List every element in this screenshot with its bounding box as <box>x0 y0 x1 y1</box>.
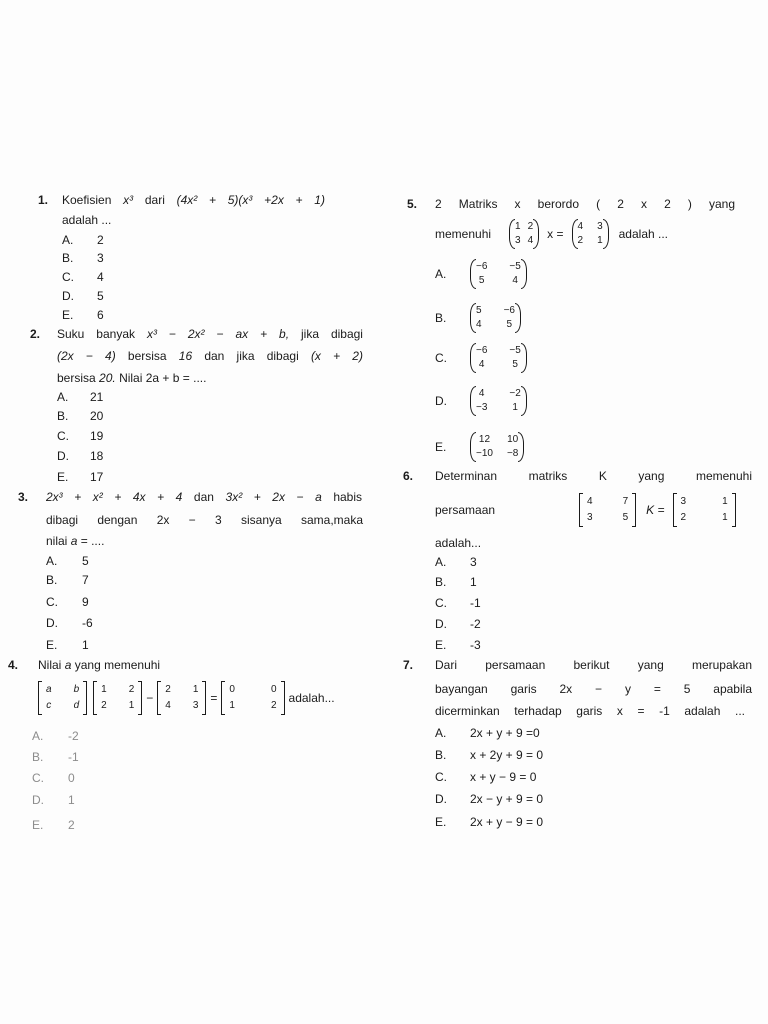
option-letter: C. <box>62 270 74 284</box>
stem-text: habis <box>333 490 363 504</box>
option-letter: A. <box>435 267 447 281</box>
option-value: 4 <box>97 270 104 284</box>
option-value: -2 <box>68 729 79 743</box>
option-value: 9 <box>82 595 89 609</box>
answer-option <box>435 791 543 807</box>
matrix <box>470 343 527 373</box>
question-stem-line: bayangan garis 2x − y = 5 apabila <box>435 682 752 696</box>
answer-option <box>435 637 481 653</box>
question-stem-line: dibagi dengan 2x − 3 sisanya sama,maka <box>46 513 363 527</box>
option-value: 3 <box>470 555 477 569</box>
answer-option <box>46 553 89 569</box>
question-number: 3. <box>18 490 29 504</box>
stem-text: adalah... <box>288 691 335 705</box>
answer-option <box>435 432 524 462</box>
matrix-cell: 5 <box>512 359 518 370</box>
matrix <box>509 219 539 249</box>
matrix-cell: 4 <box>165 700 171 711</box>
stem-math: x³ − 2x² − ax + b, <box>146 327 290 341</box>
matrix-cell: 2 <box>270 700 277 711</box>
matrix-cell: c <box>46 700 52 711</box>
option-letter: A. <box>57 390 69 404</box>
stem-text: persamaan <box>435 503 496 517</box>
option-value: 1 <box>470 575 477 589</box>
question-number: 2. <box>30 327 41 341</box>
option-letter: D. <box>32 793 44 807</box>
answer-option <box>32 770 75 786</box>
minus-operator: − <box>146 691 154 705</box>
option-letter: C. <box>435 596 447 610</box>
answer-option <box>435 595 481 611</box>
answer-option <box>435 303 521 333</box>
matrix-equation <box>435 493 736 527</box>
option-value: 2 <box>68 818 75 832</box>
option-letter: A. <box>32 729 44 743</box>
option-letter: E. <box>57 470 69 484</box>
option-value: -2 <box>470 617 481 631</box>
option-value: 2x − y + 9 = 0 <box>470 792 544 806</box>
option-letter: B. <box>57 409 69 423</box>
answer-option <box>435 769 536 785</box>
answer-option <box>46 637 89 653</box>
matrix <box>579 493 636 527</box>
matrix-cell: a <box>46 684 52 695</box>
matrix <box>572 219 609 249</box>
option-letter: C. <box>435 351 447 365</box>
stem-math: (2x − 4) <box>57 349 116 363</box>
matrix-cell: 4 <box>587 496 593 507</box>
option-letter: C. <box>57 429 69 443</box>
matrix-cell: 1 <box>515 221 521 232</box>
stem-math: a <box>64 658 72 672</box>
matrix-cell: −5 <box>509 261 521 272</box>
option-letter: B. <box>62 251 74 265</box>
answer-option <box>46 615 93 631</box>
matrix-cell: 1 <box>722 496 728 507</box>
answer-option <box>435 616 481 632</box>
stem-text: x = <box>547 227 564 241</box>
matrix <box>157 681 206 715</box>
stem-text: memenuhi <box>435 227 492 241</box>
option-value: 2x + y + 9 =0 <box>470 726 540 740</box>
option-value: -1 <box>68 750 79 764</box>
stem-text: Nilai 2a + b = .... <box>119 371 207 385</box>
option-letter: E. <box>435 440 447 454</box>
matrix <box>470 432 524 462</box>
answer-option <box>435 725 540 741</box>
option-value: 17 <box>90 470 104 484</box>
answer-option <box>32 749 79 765</box>
option-value: 0 <box>68 771 75 785</box>
option-letter: C. <box>32 771 44 785</box>
question-stem-line: 2 Matriks x berordo ( 2 x 2 ) yang <box>435 197 735 211</box>
matrix-cell: 3 <box>515 235 521 246</box>
question-stem-line: dicerminkan terhadap garis x = -1 adalah ... <box>435 704 745 718</box>
matrix-cell: −8 <box>506 448 519 459</box>
option-value: -6 <box>82 616 93 630</box>
option-letter: E. <box>46 638 58 652</box>
matrix-cell: −10 <box>476 448 493 459</box>
matrix-cell: 0 <box>270 684 277 695</box>
matrix-cell: 0 <box>229 684 235 695</box>
matrix-cell: −6 <box>476 345 488 356</box>
option-value: 20 <box>90 409 104 423</box>
answer-option <box>57 408 103 424</box>
stem-math: 2x³ + x² + 4x + 4 <box>46 490 183 504</box>
question-number: 5. <box>407 197 418 211</box>
stem-math: (4x² + 5)(x³ +2x + 1) <box>176 193 325 207</box>
option-letter: C. <box>435 770 447 784</box>
option-value: 18 <box>90 449 104 463</box>
answer-option <box>32 792 75 808</box>
question-number: 6. <box>403 469 414 483</box>
answer-option <box>62 250 104 266</box>
stem-text: nilai <box>46 534 68 548</box>
matrix <box>470 303 521 333</box>
stem-text: bersisa <box>57 371 96 385</box>
answer-option <box>57 448 103 464</box>
answer-option <box>62 288 104 304</box>
option-letter: B. <box>32 750 44 764</box>
matrix-cell: 4 <box>577 221 584 232</box>
matrix-cell: 1 <box>722 512 728 523</box>
stem-math: x³ <box>123 193 134 207</box>
answer-option <box>57 389 103 405</box>
answer-option <box>435 574 477 590</box>
matrix-cell: d <box>73 700 80 711</box>
option-letter: B. <box>435 575 447 589</box>
stem-text: dan <box>193 490 214 504</box>
option-letter: D. <box>46 616 58 630</box>
stem-text: Nilai <box>38 658 62 672</box>
matrix-cell: 2 <box>128 684 135 695</box>
option-value: 1 <box>82 638 89 652</box>
option-letter: D. <box>57 449 69 463</box>
option-value: 2 <box>97 233 104 247</box>
answer-option <box>62 232 104 248</box>
stem-text: bersisa <box>127 349 167 363</box>
matrix-cell: 2 <box>165 684 171 695</box>
matrix-cell: 4 <box>478 359 485 370</box>
question-stem-line: adalah... <box>435 536 482 550</box>
question-number: 1. <box>38 193 49 207</box>
option-letter: A. <box>435 726 447 740</box>
answer-option <box>435 259 527 289</box>
matrix-cell: 3 <box>680 496 687 507</box>
question-number: 7. <box>403 658 414 672</box>
equals-operator: = <box>210 691 218 705</box>
matrix-cell: 10 <box>507 434 519 445</box>
stem-text: dan jika dibagi <box>204 349 299 363</box>
option-letter: A. <box>62 233 74 247</box>
matrix <box>470 386 527 416</box>
matrix-equation <box>435 218 668 250</box>
matrix-cell: 1 <box>597 235 603 246</box>
matrix-cell: 1 <box>192 684 199 695</box>
matrix-cell: 2 <box>680 512 687 523</box>
matrix-cell: −2 <box>509 388 521 399</box>
option-value: 6 <box>97 308 104 322</box>
stem-math: 16 <box>178 349 193 363</box>
option-letter: B. <box>46 573 58 587</box>
stem-math: K = <box>646 503 665 517</box>
option-value: -3 <box>470 638 481 652</box>
stem-text: adalah ... <box>618 227 668 241</box>
option-letter: E. <box>32 818 44 832</box>
answer-option <box>46 572 89 588</box>
option-value: x + y − 9 = 0 <box>470 770 537 784</box>
option-letter: E. <box>435 638 447 652</box>
question-stem-line <box>46 489 362 505</box>
stem-math: (x + 2) <box>310 349 363 363</box>
matrix <box>93 681 142 715</box>
answer-option <box>435 343 527 373</box>
question-number: 4. <box>8 658 19 672</box>
option-value: 5 <box>97 289 104 303</box>
option-letter: D. <box>435 394 447 408</box>
matrix-cell: 5 <box>478 275 485 286</box>
stem-text: Koefisien <box>62 193 112 207</box>
question-stem-line <box>57 326 363 342</box>
option-value: 2x + y − 9 = 0 <box>470 815 544 829</box>
matrix-cell: −3 <box>476 402 488 413</box>
matrix-cell: b <box>73 684 80 695</box>
question-stem-line <box>57 348 363 364</box>
matrix-cell: 2 <box>527 221 534 232</box>
matrix-cell: 2 <box>577 235 584 246</box>
matrix <box>38 681 87 715</box>
question-stem-line: Dari persamaan berikut yang merupakan <box>435 658 752 672</box>
answer-option <box>62 307 104 323</box>
matrix-cell: −6 <box>503 305 515 316</box>
stem-text: yang memenuhi <box>74 658 161 672</box>
question-stem-line: Determinan matriks K yang memenuhi <box>435 469 752 483</box>
matrix <box>470 259 527 289</box>
stem-math: 3x² + 2x − a <box>225 490 322 504</box>
answer-option <box>435 554 477 570</box>
matrix-cell: 5 <box>622 512 629 523</box>
option-letter: E. <box>435 815 447 829</box>
stem-text: = .... <box>80 534 105 548</box>
matrix-cell: 3 <box>192 700 199 711</box>
matrix-equation <box>38 680 335 716</box>
option-value: 7 <box>82 573 89 587</box>
stem-math: 20. <box>99 371 116 385</box>
option-value: 21 <box>90 390 104 404</box>
answer-option <box>57 469 103 485</box>
matrix <box>221 681 284 715</box>
matrix-cell: 1 <box>101 684 107 695</box>
option-letter: D. <box>435 617 447 631</box>
option-letter: B. <box>435 748 447 762</box>
stem-text: Suku banyak <box>57 327 135 341</box>
matrix-cell: 7 <box>622 496 629 507</box>
question-stem-line: adalah ... <box>62 213 112 227</box>
matrix-cell: 1 <box>229 700 235 711</box>
question-stem-line <box>57 370 206 386</box>
option-letter: E. <box>62 308 74 322</box>
option-letter: A. <box>46 554 58 568</box>
matrix-cell: 1 <box>512 402 518 413</box>
question-stem-line <box>46 533 104 549</box>
matrix-cell: 4 <box>476 319 482 330</box>
option-letter: D. <box>435 792 447 806</box>
answer-option <box>435 386 527 416</box>
matrix-cell: 5 <box>476 305 482 316</box>
answer-option <box>57 428 103 444</box>
option-value: 1 <box>68 793 75 807</box>
option-value: 5 <box>82 554 89 568</box>
matrix-cell: −6 <box>476 261 488 272</box>
matrix-cell: 3 <box>587 512 593 523</box>
matrix-cell: 3 <box>597 221 603 232</box>
matrix-cell: 4 <box>478 388 485 399</box>
matrix-cell: 4 <box>527 235 534 246</box>
matrix-cell: 12 <box>478 434 491 445</box>
matrix-cell: 5 <box>506 319 513 330</box>
answer-option <box>435 747 543 763</box>
stem-text: jika dibagi <box>300 327 363 341</box>
question-stem-line <box>62 192 325 208</box>
option-letter: D. <box>62 289 74 303</box>
option-value: 3 <box>97 251 104 265</box>
option-value: x + 2y + 9 = 0 <box>470 748 544 762</box>
question-stem-line <box>38 657 160 673</box>
answer-option <box>435 814 543 830</box>
stem-text: dari <box>144 193 165 207</box>
option-value: -1 <box>470 596 481 610</box>
option-letter: C. <box>46 595 58 609</box>
option-letter: B. <box>435 311 447 325</box>
option-value: 19 <box>90 429 104 443</box>
option-letter: A. <box>435 555 447 569</box>
matrix-cell: 2 <box>101 700 107 711</box>
answer-option <box>32 817 75 833</box>
matrix-cell: −5 <box>509 345 521 356</box>
answer-option <box>62 269 104 285</box>
matrix-cell: 4 <box>512 275 518 286</box>
matrix-cell: 1 <box>128 700 135 711</box>
stem-math: a <box>70 534 78 548</box>
matrix <box>673 493 736 527</box>
answer-option <box>46 594 89 610</box>
answer-option <box>32 728 79 744</box>
